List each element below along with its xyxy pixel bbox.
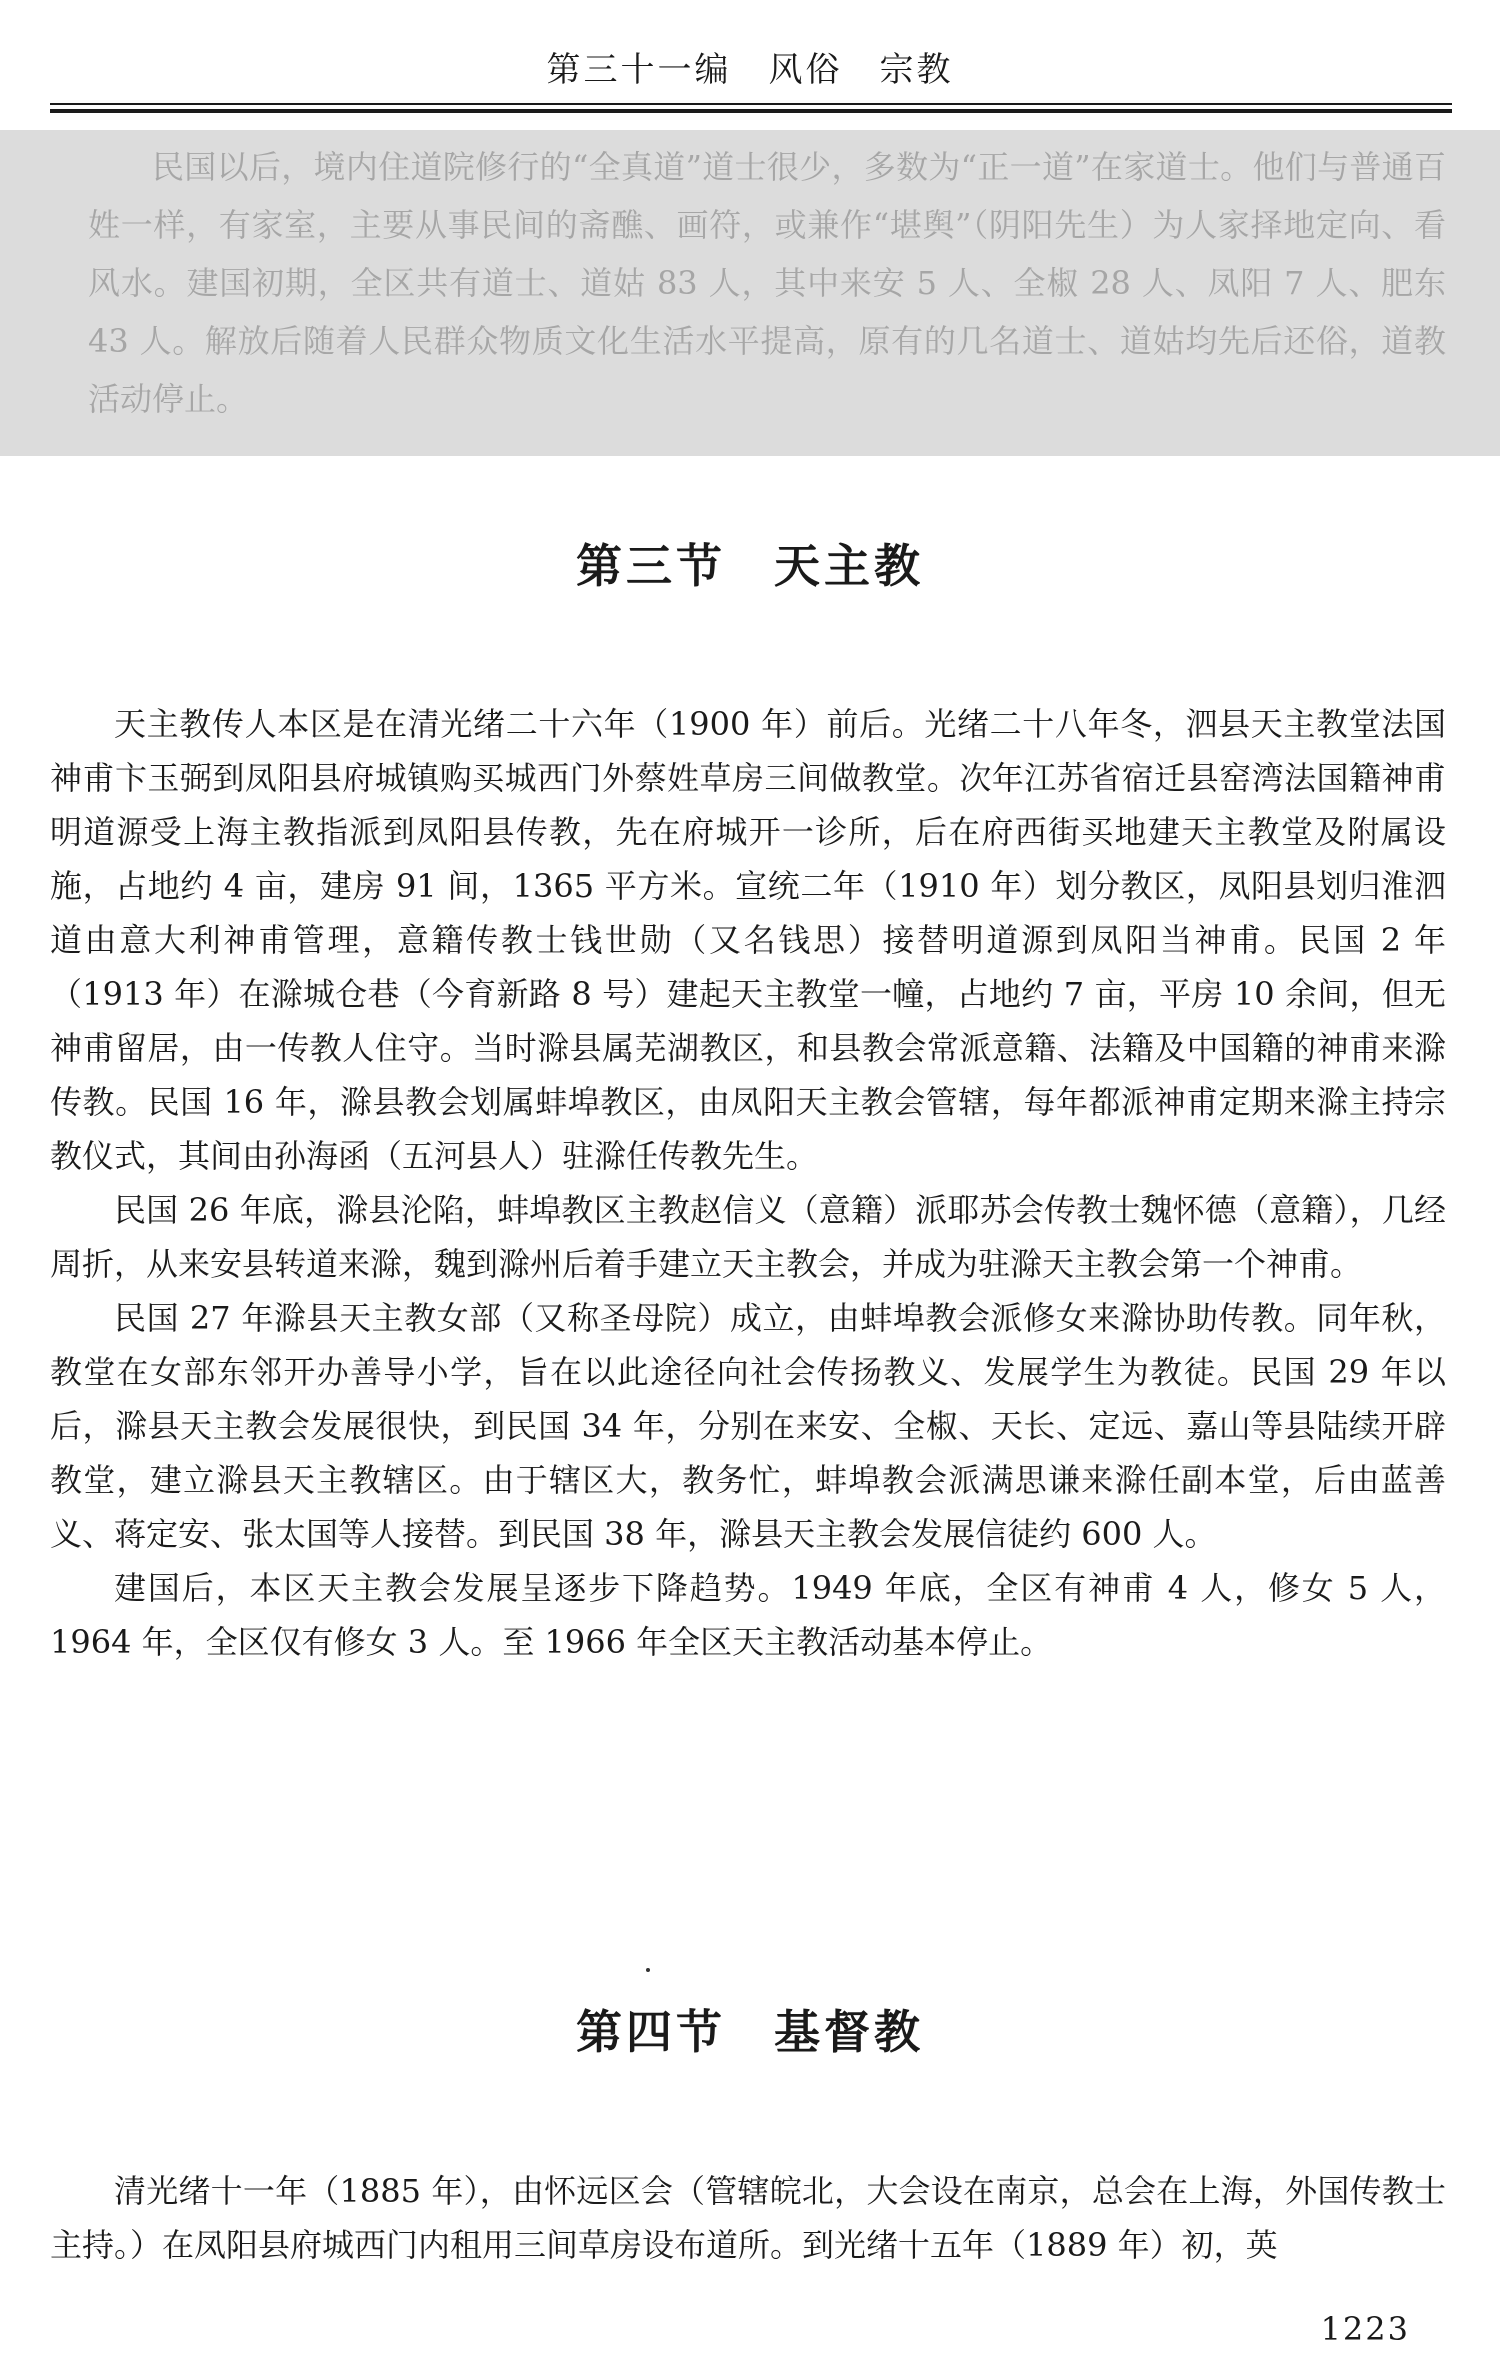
section-title: 基督教: [774, 2005, 924, 2059]
running-header: 第三十一编 风俗 宗教: [546, 50, 954, 90]
paragraph: 民国 26 年底，滁县沦陷，蚌埠教区主教赵信义（意籍）派耶苏会传教士魏怀德（意籍），几经周折，从来安县转道来滁，魏到滁州后着手建立天主教会，并成为驻滁天主教会第一个神甫。: [50, 1191, 1446, 1283]
section-title: 天主教: [774, 539, 924, 593]
section-heading-christianity: [0, 1996, 1500, 2062]
paragraph: 建国后，本区天主教会发展呈逐步下降趋势。1949 年底，全区有神甫 4 人，修女 5 人，1964 年，全区仅有修女 3 人。至 1966 年全区天主教活动基本停止。: [50, 1569, 1446, 1661]
header-rule-thick: [50, 109, 1452, 113]
header-rule: [50, 103, 1452, 105]
section-number: 第三节: [576, 539, 726, 593]
faded-paragraph: 民国以后，境内住道院修行的“全真道”道士很少，多数为“正一道”在家道士。他们与普通百姓一样，有家室，主要从事民间的斋醮、画符，或兼作“堪舆”（阴阳先生）为人家择地定向、看风水。建国初期，全区共有道士、道姑 83 人，其中来安 5 人、全椒 28 人、凤阳 7 人、肥东 43 人。解放后随着人民群众物质文化生活水平提高，原有的几名道士、道姑均先后还俗，道教活动停止。: [88, 148, 1446, 418]
section-heading-catholicism: [0, 530, 1500, 596]
paragraph: 天主教传人本区是在清光绪二十六年（1900 年）前后。光绪二十八年冬，泗县天主教堂法国神甫卞玉弼到凤阳县府城镇购买城西门外蔡姓草房三间做教堂。次年江苏省宿迁县窑湾法国籍神甫明道源受上海主教指派到凤阳县传教，先在府城开一诊所，后在府西街买地建天主教堂及附属设施，占地约 4 亩，建房 91 间，1365 平方米。宣统二年（1910 年）划分教区，凤阳县划归淮泗道由意大利神甫管理，意籍传教士钱世勋（又名钱思）接替明道源到凤阳当神甫。民国 2 年（1913 年）在滁城仓巷（今育新路 8 号）建起天主教堂一幢，占地约 7 亩，平房 10 余间，但无神甫留居，由一传教人住守。当时滁县属芜湖教区，和县教会常派意籍、法籍及中国籍的神甫来滁传教。民国 16 年，滁县教会划属蚌埠教区，由凤阳天主教会管辖，每年都派神甫定期来滁主持宗教仪式，其间由孙海函（五河县人）驻滁任传教先生。: [50, 705, 1446, 1175]
print-speck: [646, 1968, 650, 1972]
paragraph: 清光绪十一年（1885 年），由怀远区会（管辖皖北，大会设在南京，总会在上海，外国传教士主持。）在凤阳县府城西门内租用三间草房设布道所。到光绪十五年（1889 年）初，英: [50, 2172, 1446, 2264]
paragraph: 民国 27 年滁县天主教女部（又称圣母院）成立，由蚌埠教会派修女来滁协助传教。同年秋，教堂在女部东邻开办善导小学，旨在以此途径向社会传扬教义、发展学生为教徒。民国 29 年以后，滁县天主教会发展很快，到民国 34 年，分别在来安、全椒、天长、定远、嘉山等县陆续开辟教堂，建立滁县天主教辖区。由于辖区大，教务忙，蚌埠教会派满思谦来滁任副本堂，后由蓝善义、蒋定安、张太国等人接替。到民国 38 年，滁县天主教会发展信徒约 600 人。: [50, 1299, 1446, 1553]
section-body-catholicism: [50, 697, 1446, 1669]
page-number: 1223: [1320, 2310, 1410, 2348]
section-body-christianity: [50, 2164, 1446, 2272]
section-number: 第四节: [576, 2005, 726, 2059]
